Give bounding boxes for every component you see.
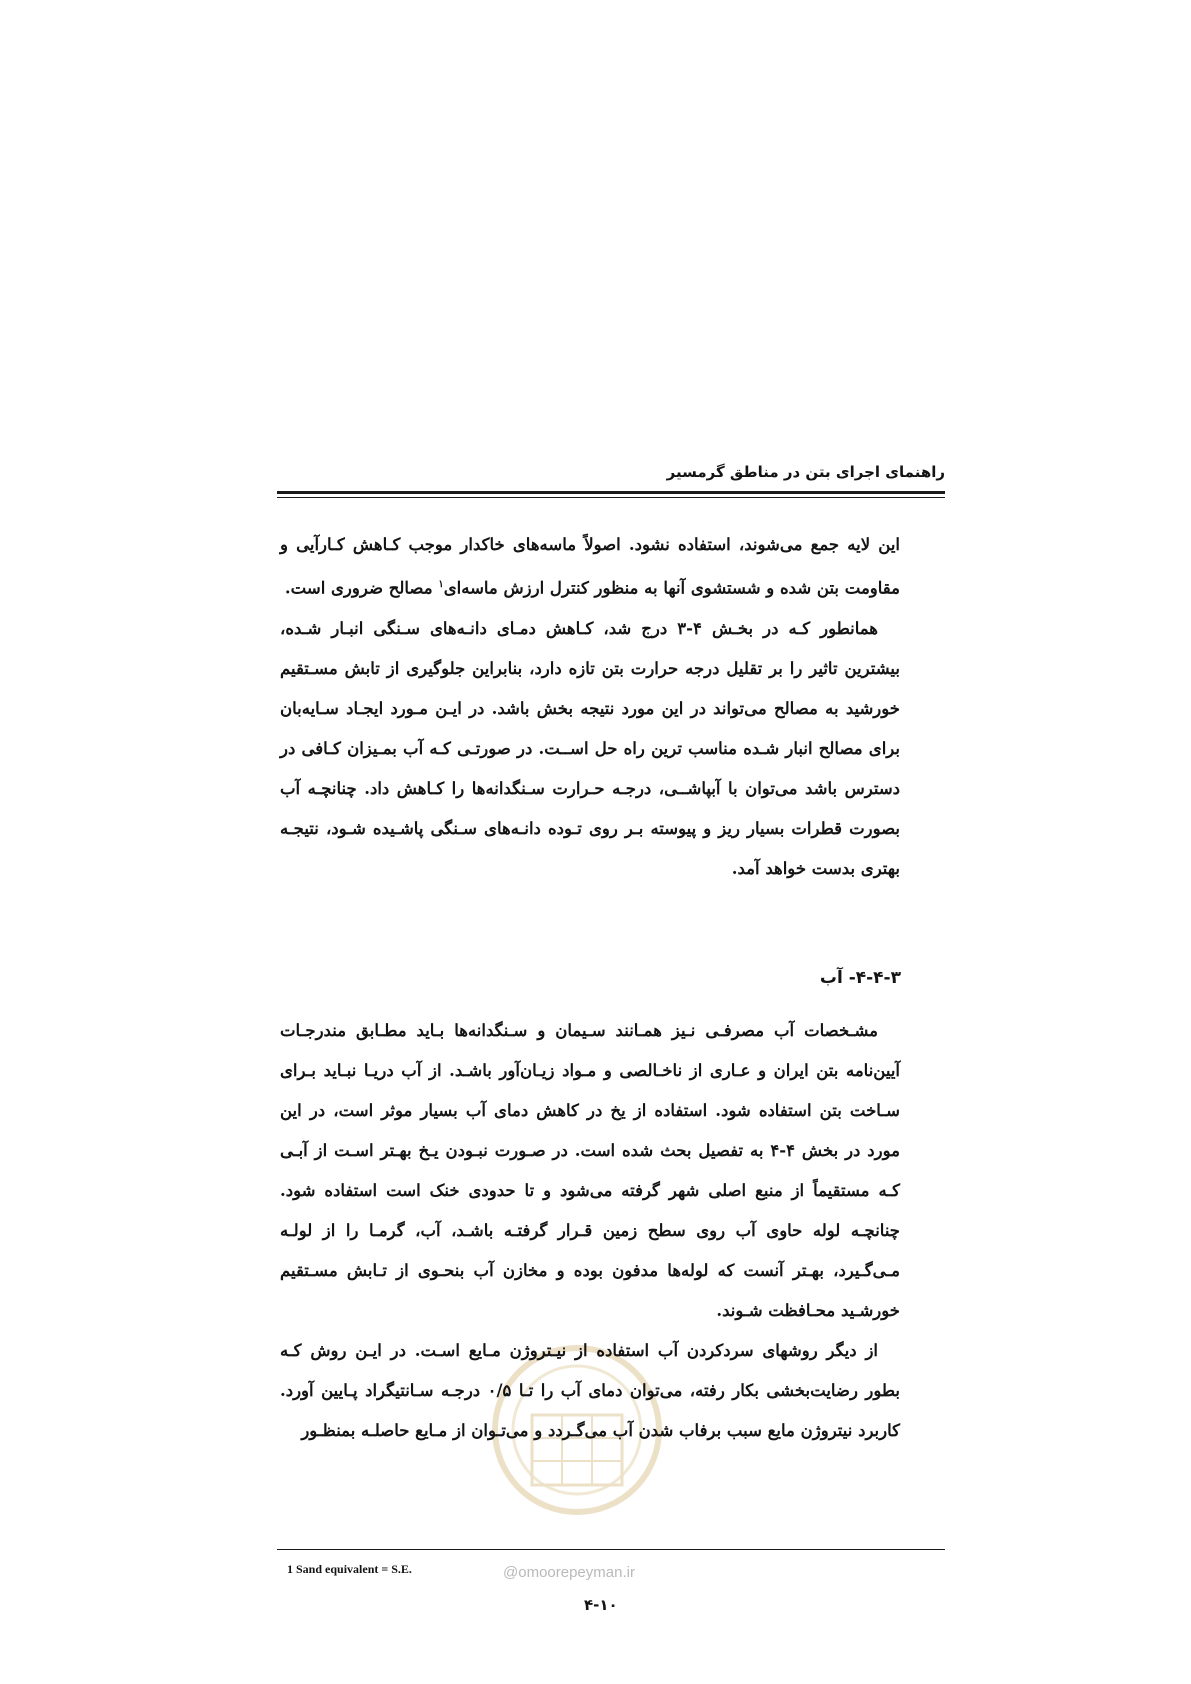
- footnote-reference: ۱: [438, 579, 444, 590]
- paragraph-4: از دیگر روشهای سردکردن آب استفاده از نیـتروژن مـایع اسـت. در ایـن روش کـه بطور رضایت‌بخشی بکار رفته، می‌توان دمای آب را تـا ۰/۵ درجـه سـانتیگراد پـایین آورد. کاربرد نیتروژن مایع سبب برفاب شدن آب می‌گـردد و می‌تـوان از مـایع حاصلـه بمنظـور: [280, 1341, 900, 1440]
- body-text-bottom: [280, 1011, 900, 1451]
- section-heading: ۴-۴-۳- آب: [819, 968, 901, 988]
- footnote: 1 Sand equivalent = S.E.: [287, 1562, 412, 1576]
- paragraph-1-tail: مصالح ضروری است.: [284, 578, 439, 598]
- page-header-title: راهنمای اجرای بتن در مناطق گرمسیر: [666, 463, 945, 481]
- header-rule-thick: [277, 491, 945, 494]
- paragraph-1: [280, 525, 900, 609]
- header-rule-thin: [277, 497, 945, 498]
- body-text-top: [280, 525, 900, 889]
- page-number: ۴-۱۰: [584, 1596, 618, 1614]
- paragraph-3: مشـخصات آب مصرفـی نـیز همـانند سـیمان و سـنگدانه‌ها بـاید مطـابق مندرجـات آیین‌نامه بتن ایران و عـاری از ناخـالصی و مـواد زیـان‌آور باشـد. از آب دریـا نبـاید بـرای سـاخت بتن استفاده شود. استفاده از یخ در کاهش دمای آب بسیار موثر است، در این مورد در بخش ۴-۴ به تفصیل بحث شده است. در صـورت نبـودن یـخ بهـتر اسـت از آبـی کـه مستقیماً از منبع اصلی شهر گرفته می‌شود و تا حدودی خنک است استفاده شود. چنانچـه لوله حاوی آب روی سطح زمین قـرار گرفتـه باشـد، آب، گرمـا را از لولـه مـی‌گـیرد، بهـتر آنست که لوله‌ها مدفون بوده و مخازن آب بنحـوی از تـابش مسـتقیم خورشـید محـافظت شـوند.: [280, 1021, 900, 1320]
- paragraph-2: همانطور کـه در بخـش ۴-۳ درج شد، کـاهش دمـای دانـه‌های سـنگی انبـار شـده، بیشترین تاثیر را بر تقلیل درجه حرارت بتن تازه دارد، بنابراین جلوگیری از تابش مسـتقیم خورشید به مصالح می‌تواند در این مورد نتیجه بخش باشد. در ایـن مـورد ایجـاد سـایه‌بان برای مصالح انبار شـده مناسب ترین راه حل اســت. در صورتـی کـه آب بمـیزان کـافی در دسترس باشد می‌توان با آبپاشــی، درجـه حـرارت سـنگدانه‌ها را کـاهش داد. چنانچـه آب بصورت قطرات بسیار ریز و پیوسته بـر روی تـوده دانـه‌های سـنگی پاشـیده شـود، نتیجـه بهتری بدست خواهد آمد.: [280, 618, 900, 878]
- footnote-rule: [277, 1549, 945, 1550]
- paragraph-1-text: این لایه جمع می‌شوند، استفاده نشود. اصولاً ماسه‌های خاکدار موجب کـاهش کـارآیی و مقاومت بتن شده و شستشوی آنها به منظور کنترل ارزش ماسه‌ای: [280, 535, 900, 598]
- watermark-url: @omoorepeyman.ir: [503, 1564, 635, 1581]
